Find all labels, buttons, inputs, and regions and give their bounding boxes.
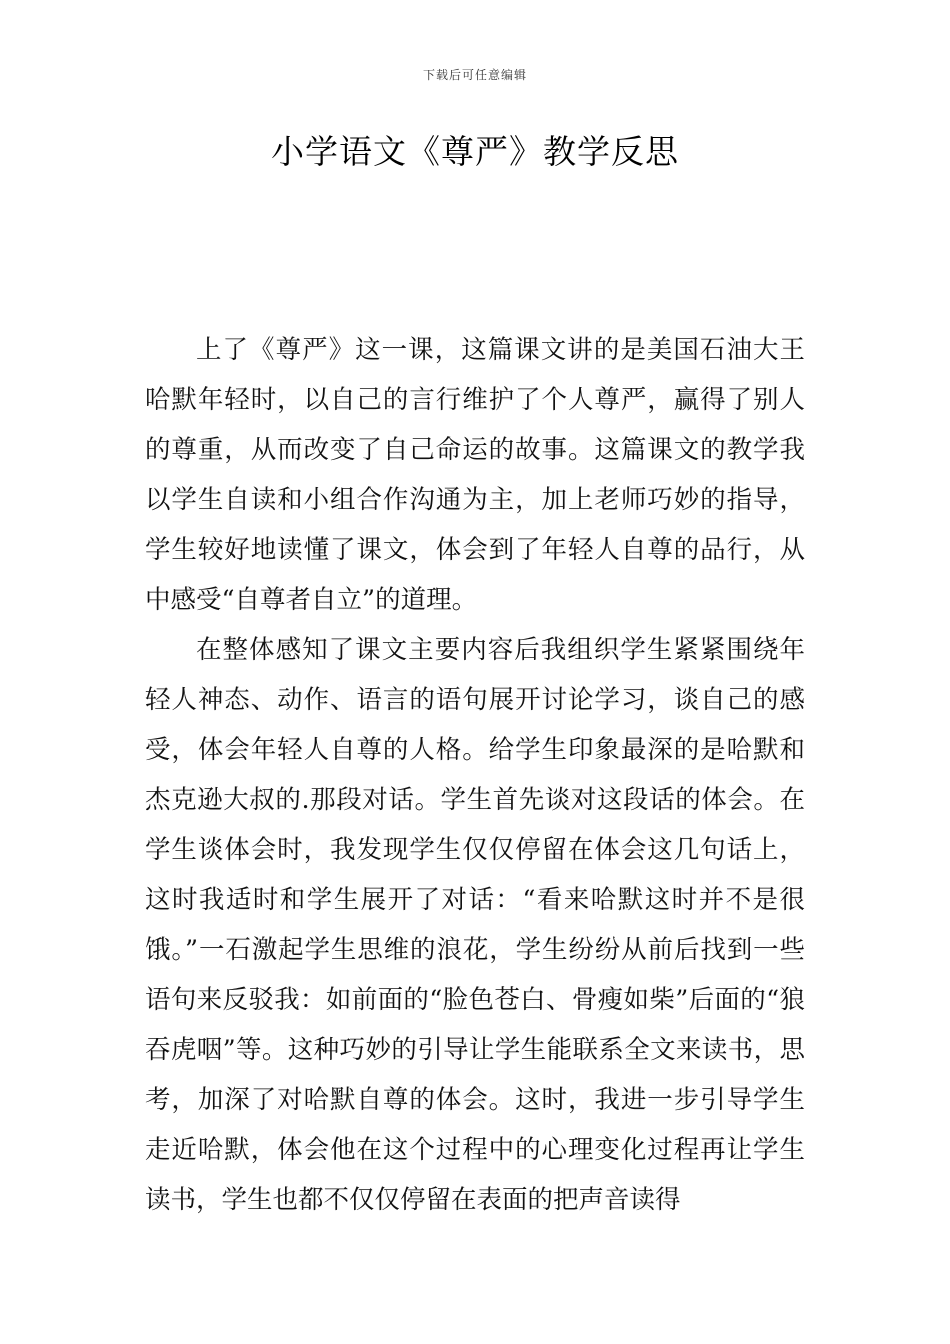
paragraph-2: 在整体感知了课文主要内容后我组织学生紧紧围绕年轻人神态、动作、语言的语句展开讨论学习，谈自己的感受，体会年轻人自尊的人格。给学生印象最深的是哈默和杰克逊大叔的.那段对话。学生首先谈对这段话的体会。在学生谈体会时，我发现学生仅仅停留在体会这几句话上，这时我适时和学生展开了对话：“看来哈默这时并不是很饿。”一石激起学生思维的浪花，学生纷纷从前后找到一些语句来反驳我：如前面的“脸色苍白、骨瘦如柴”后面的“狼吞虎咽”等。这种巧妙的引导让学生能联系全文来读书，思考，加深了对哈默自尊的体会。这时，我进一步引导学生走近哈默，体会他在这个过程中的心理变化过程再让学生读书，学生也都不仅仅停留在表面的把声音读得 bbox=[145, 635, 805, 1215]
paragraph-1: 上了《尊严》这一课，这篇课文讲的是美国石油大王哈默年轻时，以自己的言行维护了个人尊严，赢得了别人的尊重，从而改变了自己命运的故事。这篇课文的教学我以学生自读和小组合作沟通为主，加上老师巧妙的指导，学生较好地读懂了课文，体会到了年轻人自尊的品行，从中感受“自尊者自立”的道理。 bbox=[145, 335, 805, 615]
header-note: 下载后可任意编辑 bbox=[422, 68, 527, 82]
document-body bbox=[145, 325, 805, 1225]
document-title: 小学语文《尊严》教学反思 bbox=[271, 132, 679, 171]
